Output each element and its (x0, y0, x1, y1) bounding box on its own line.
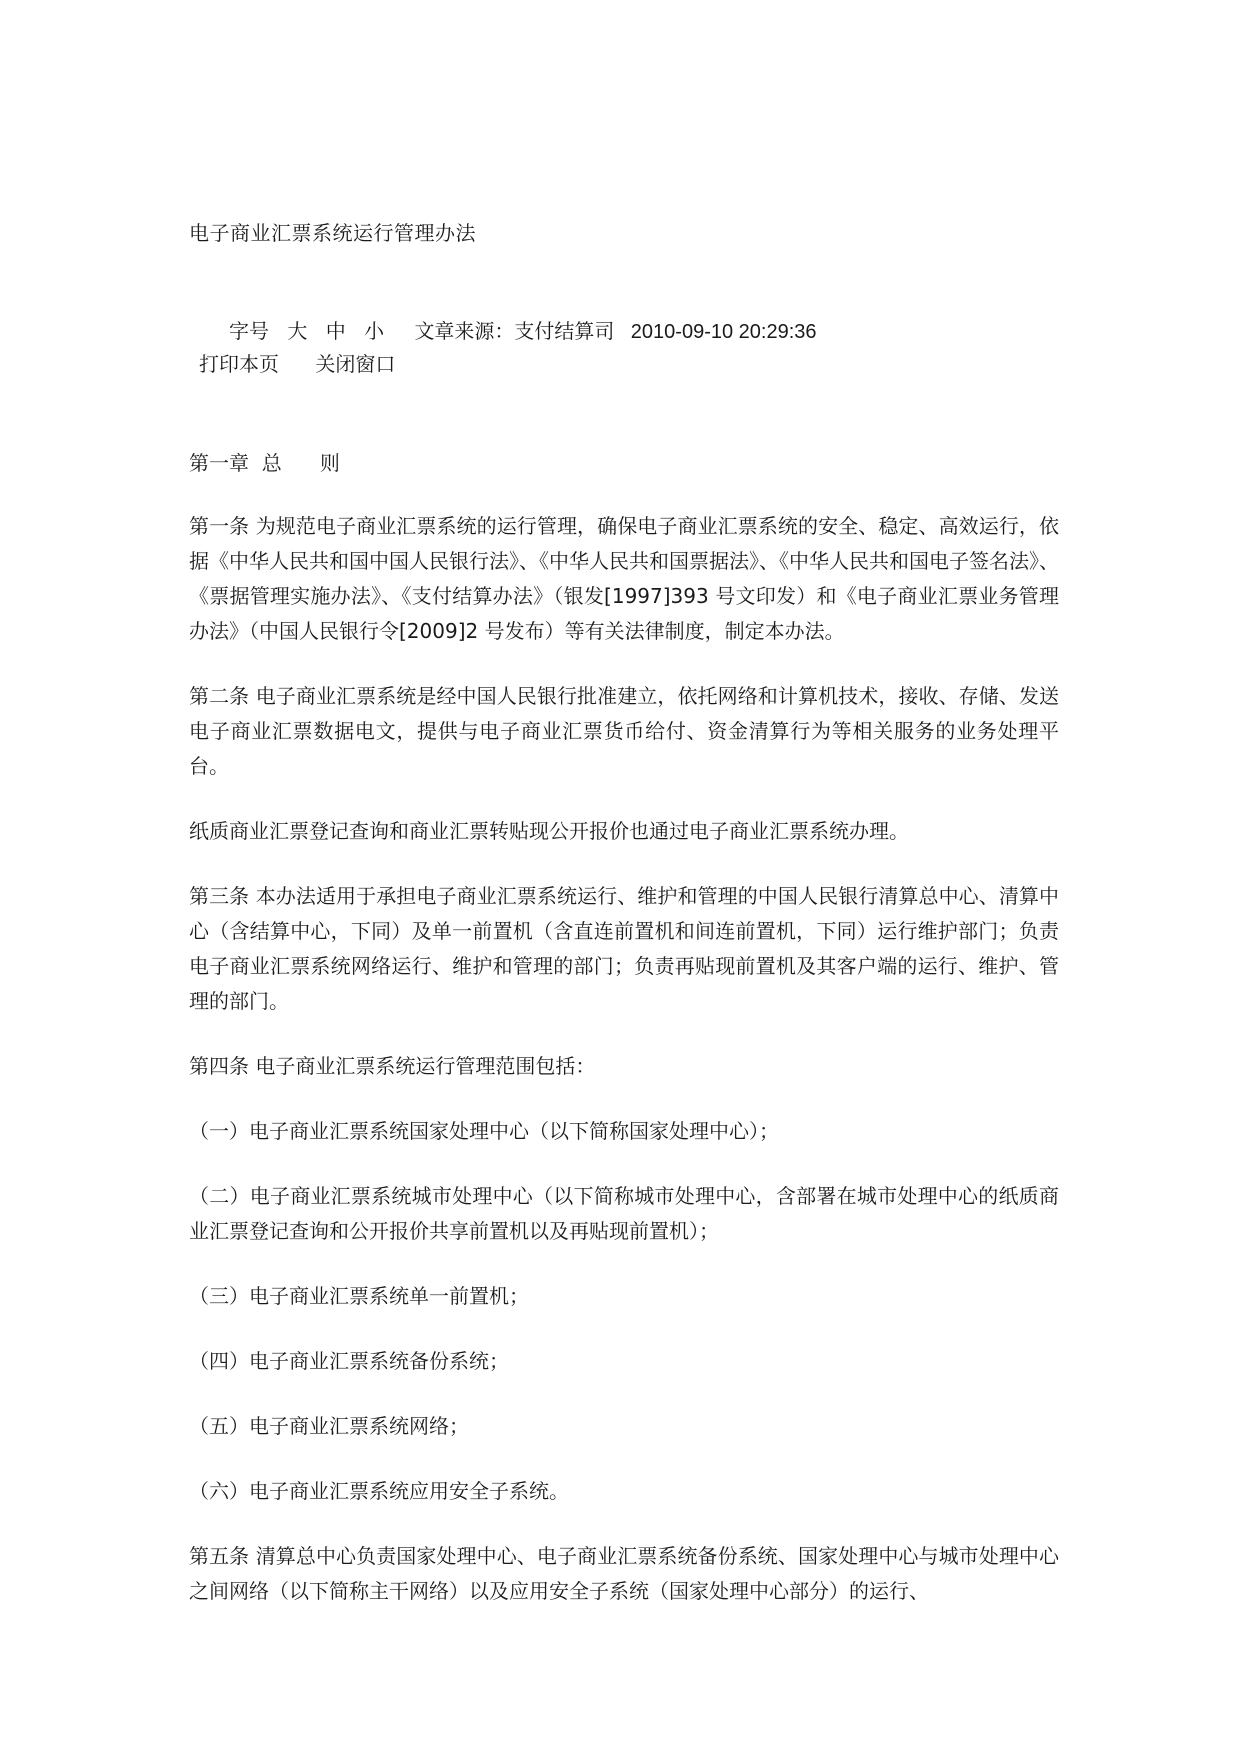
article-paragraph-3: 纸质商业汇票登记查询和商业汇票转贴现公开报价也通过电子商业汇票系统办理。 (189, 819, 909, 843)
page-title: 电子商业汇票系统运行管理办法 (189, 221, 476, 245)
article-source: 文章来源：支付结算司 (414, 319, 615, 343)
font-size-label: 字号 (229, 319, 269, 343)
article-body (189, 509, 1059, 1609)
chapter-heading: 第一章 总 则 (189, 451, 340, 475)
document-page (189, 0, 1059, 1754)
article-paragraph-11: （六）电子商业汇票系统应用安全子系统。 (189, 1479, 569, 1503)
article-paragraph-4: 第三条 本办法适用于承担电子商业汇票系统运行、维护和管理的中国人民银行清算总中心、清算中心（含结算中心，下同）及单一前置机（含直连前置机和间连前置机，下同）运行维护部门；负责电子商业汇票系统网络运行、维护和管理的部门；负责再贴现前置机及其客户端的运行、维护、管理的部门。 (189, 884, 1059, 1013)
font-size-large-link[interactable]: 大 (287, 319, 308, 343)
article-paragraph-10: （五）电子商业汇票系统网络； (189, 1414, 469, 1438)
article-paragraph-7: （二）电子商业汇票系统城市处理中心（以下简称城市处理中心，含部署在城市处理中心的纸质商业汇票登记查询和公开报价共享前置机以及再贴现前置机）； (189, 1184, 1059, 1243)
article-paragraph-2: 第二条 电子商业汇票系统是经中国人民银行批准建立，依托网络和计算机技术，接收、存储、发送电子商业汇票数据电文，提供与电子商业汇票货币给付、资金清算行为等相关服务的业务处理平台。 (189, 684, 1059, 778)
article-meta (229, 316, 817, 347)
article-timestamp: 2010-09-10 20:29:36 (630, 321, 817, 343)
article-paragraph-6: （一）电子商业汇票系统国家处理中心（以下简称国家处理中心）； (189, 1119, 779, 1143)
article-paragraph-12: 第五条 清算总中心负责国家处理中心、电子商业汇票系统备份系统、国家处理中心与城市处理中心之间网络（以下简称主干网络）以及应用安全子系统（国家处理中心部分）的运行、 (189, 1544, 1059, 1603)
page-actions (199, 349, 395, 379)
font-size-small-link[interactable]: 小 (364, 319, 385, 343)
print-page-link[interactable]: 打印本页 (199, 352, 279, 376)
font-size-medium-link[interactable]: 中 (325, 319, 346, 343)
article-paragraph-1: 第一条 为规范电子商业汇票系统的运行管理，确保电子商业汇票系统的安全、稳定、高效运行，依据《中华人民共和国中国人民银行法》、《中华人民共和国票据法》、《中华人民共和国电子签名法》、《票据管理实施办法》、《支付结算办法》（银发[1997]393 号文印发）和《电子商业汇票业务管理办法》（中国人民银行令[2009]2 号发布）等有关法律制度，制定本办法。 (189, 514, 1059, 643)
article-paragraph-9: （四）电子商业汇票系统备份系统； (189, 1349, 509, 1373)
close-window-link[interactable]: 关闭窗口 (315, 352, 396, 376)
article-paragraph-5: 第四条 电子商业汇票系统运行管理范围包括： (189, 1054, 596, 1078)
article-paragraph-8: （三）电子商业汇票系统单一前置机； (189, 1284, 529, 1308)
